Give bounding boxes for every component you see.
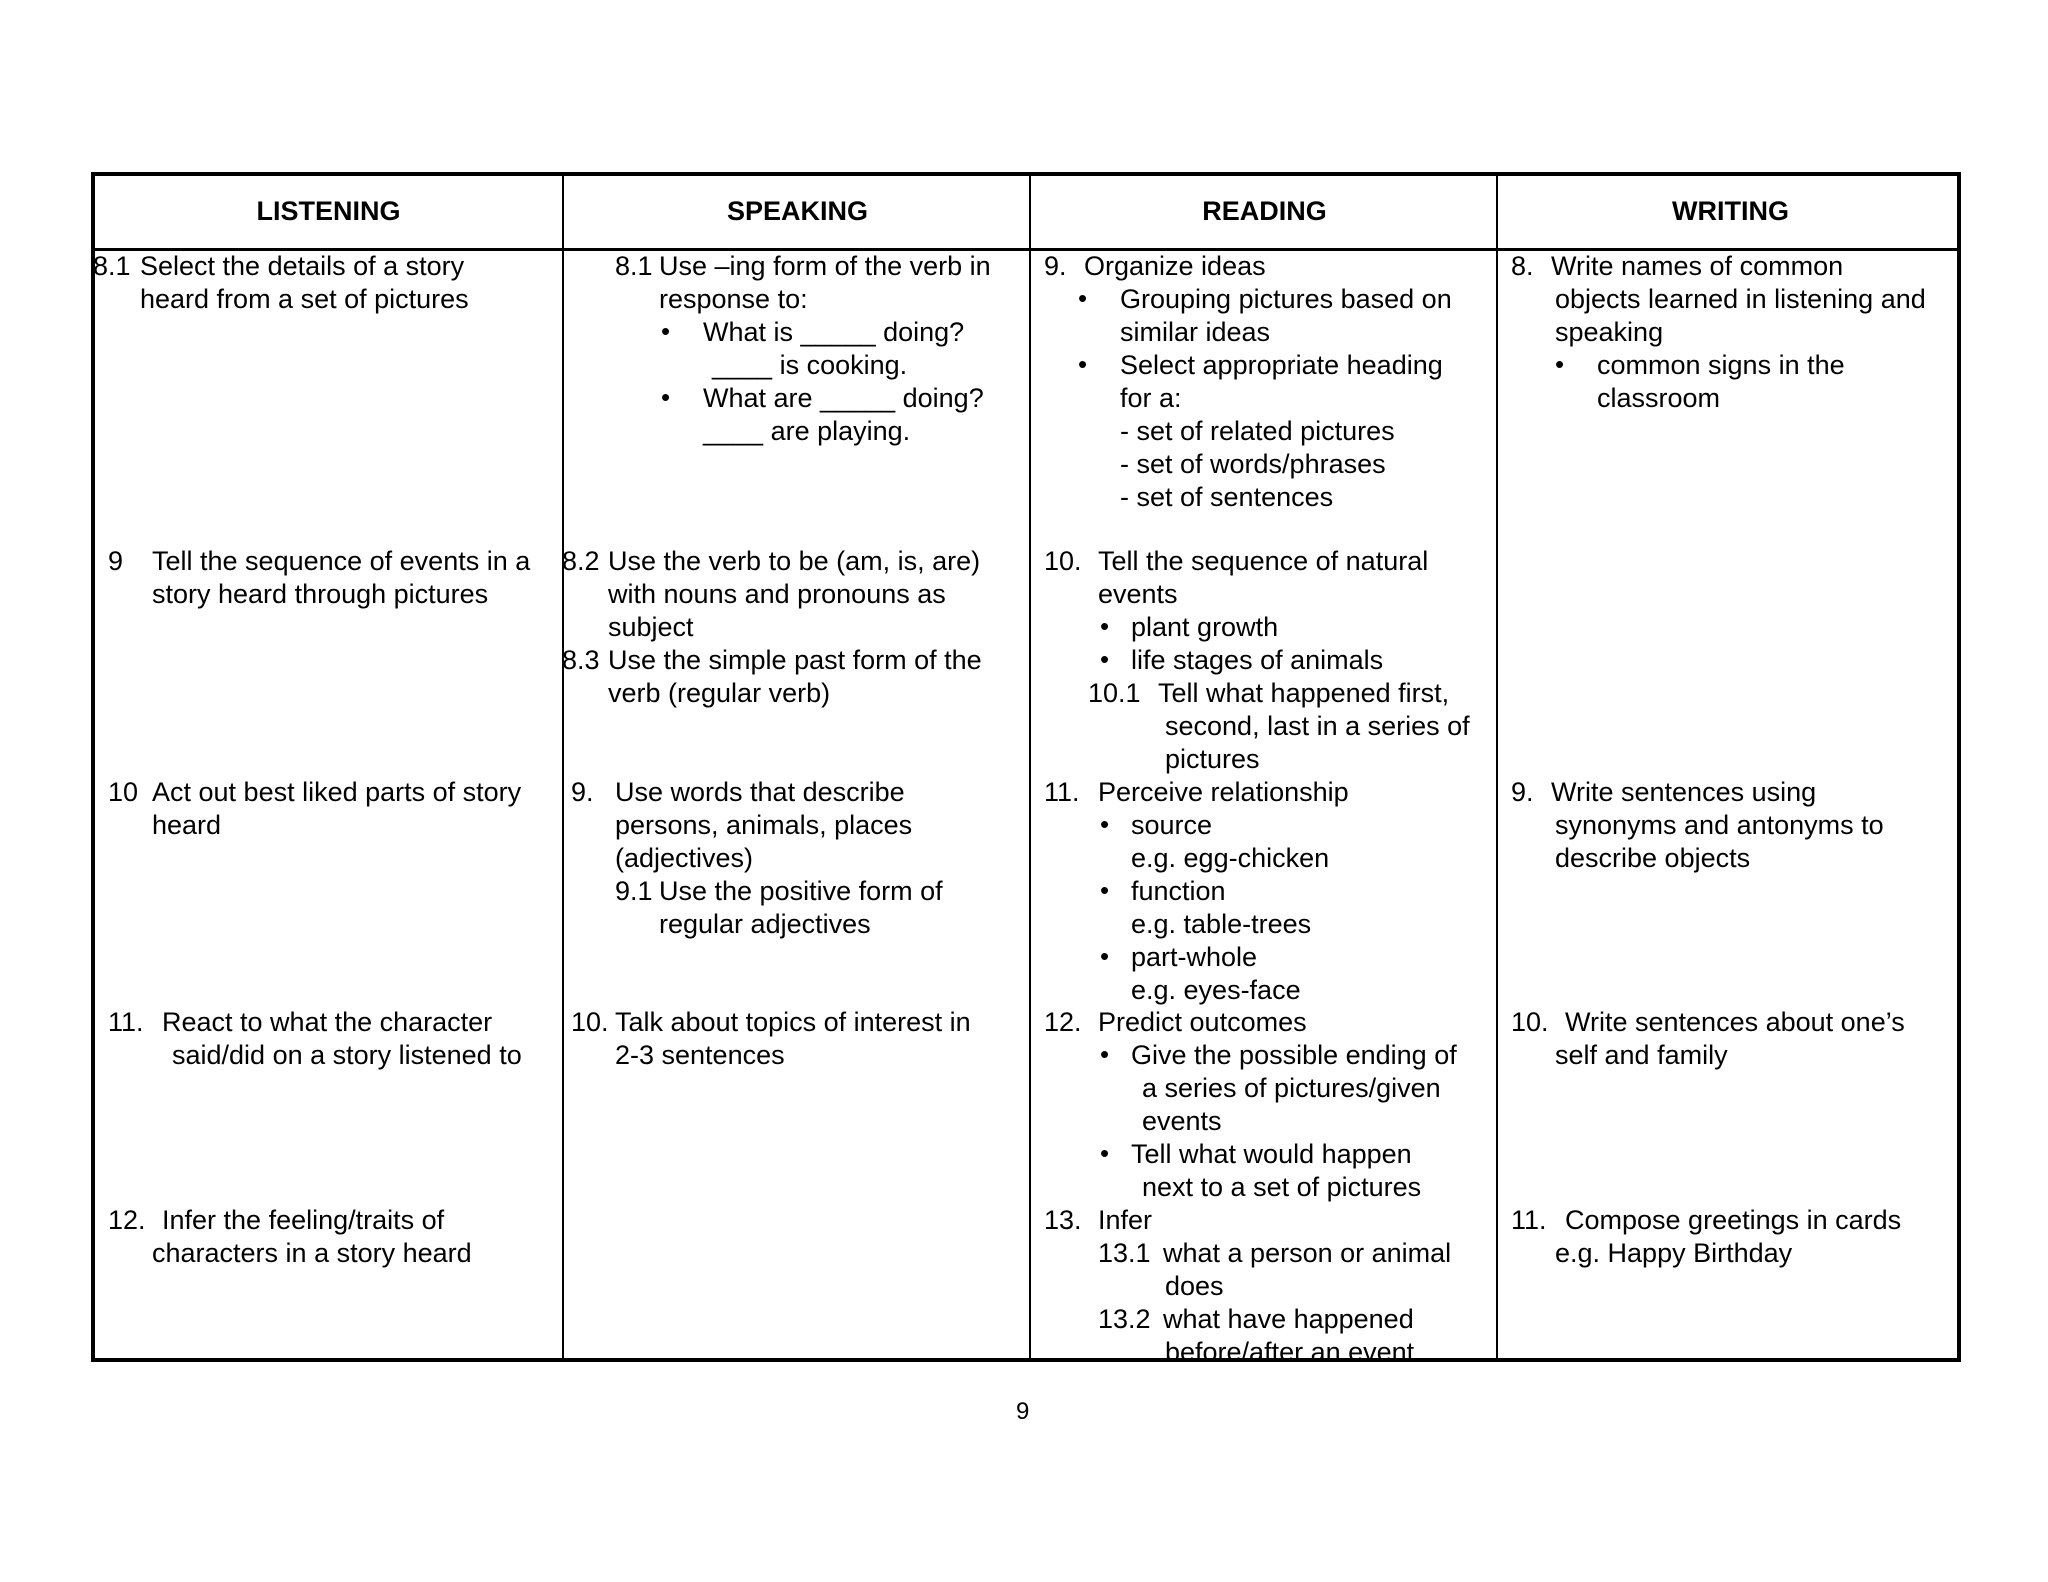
speaking-9-number: 9. [571,777,594,807]
speaking-10-line-1: Talk about topics of interest in [615,1007,971,1037]
speaking-8-1-number: 8.1 [615,251,653,281]
speaking-8-3-line-1: Use the simple past form of the [608,645,982,675]
speaking-8-1-bullet-1-line-2: ____ is cooking. [712,350,908,380]
writing-9-line-2: synonyms and antonyms to [1555,810,1884,840]
bullet-icon: • [1100,611,1110,641]
writing-10-line-2: self and family [1555,1040,1728,1070]
listening-10-line-1: Act out best liked parts of story [152,777,522,807]
writing-8-bullet-line-2: classroom [1597,383,1721,413]
speaking-8-1-bullet-2-line-2: ____ are playing. [703,416,911,446]
reading-10-1-line-3: pictures [1165,744,1260,774]
speaking-10-number: 10. [571,1007,609,1037]
writing-8-number: 8. [1511,251,1534,281]
reading-11-example-3: e.g. eyes-face [1131,975,1301,1005]
reading-13-number: 13. [1044,1205,1082,1235]
writing-8-line-2: objects learned in listening and [1555,284,1926,314]
reading-12-bullet-1-line-1: Give the possible ending of [1131,1040,1457,1070]
bullet-icon: • [661,316,671,346]
speaking-column [562,176,1031,1358]
listening-9-number: 9 [108,546,124,576]
reading-9-bullet-2-line-2: for a: [1120,383,1182,413]
reading-11-bullet-3: part-whole [1131,942,1258,972]
speaking-9-line-3: (adjectives) [615,843,754,873]
listening-8-1-line-1: Select the details of a story [140,251,465,281]
reading-10-number: 10. [1044,546,1082,576]
reading-10-1-line-2: second, last in a series of [1165,711,1470,741]
reading-12-title: Predict outcomes [1098,1007,1307,1037]
reading-12-bullet-1-line-3: events [1142,1106,1222,1136]
listening-12-line-1: Infer the feeling/traits of [162,1205,445,1235]
speaking-8-2-line-1: Use the verb to be (am, is, are) [608,546,981,576]
writing-11-line-2: e.g. Happy Birthday [1555,1238,1793,1268]
speaking-9-line-1: Use words that describe [615,777,905,807]
speaking-8-1-bullet-2-line-1: What are _____ doing? [703,383,984,413]
reading-12-number: 12. [1044,1007,1082,1037]
speaking-9-1-number: 9.1 [615,876,653,906]
reading-13-2-line-2: before/after an event [1165,1337,1415,1367]
listening-9-line-2: story heard through pictures [152,579,489,609]
reading-9-dash-2: - set of words/phrases [1120,449,1386,479]
reading-10-bullet-2: life stages of animals [1131,645,1384,675]
speaking-8-2-number: 8.2 [562,546,600,576]
reading-13-2-number: 13.2 [1098,1304,1151,1334]
listening-11-number: 11. [108,1007,144,1037]
listening-column [95,176,562,1358]
speaking-8-3-number: 8.3 [562,645,600,675]
reading-11-example-1: e.g. egg-chicken [1131,843,1330,873]
reading-13-1-number: 13.1 [1098,1238,1151,1268]
bullet-icon: • [1100,1138,1110,1168]
speaking-8-3-line-2: verb (regular verb) [608,678,831,708]
reading-11-bullet-1: source [1131,810,1213,840]
speaking-8-2-line-2: with nouns and pronouns as [608,579,946,609]
page-number: 9 [1016,1398,1030,1425]
reading-10-1-number: 10.1 [1088,678,1141,708]
reading-column [1029,176,1498,1367]
writing-9-number: 9. [1511,777,1534,807]
header-writing: WRITING [1672,196,1789,226]
reading-10-line-2: events [1098,579,1178,609]
reading-13-title: Infer [1098,1205,1153,1235]
speaking-9-1-line-2: regular adjectives [659,909,871,939]
reading-12-bullet-1-line-2: a series of pictures/given [1142,1073,1441,1103]
speaking-10-line-2: 2-3 sentences [615,1040,785,1070]
bullet-icon: • [1100,644,1110,674]
speaking-9-line-2: persons, animals, places [615,810,913,840]
listening-9-line-1: Tell the sequence of events in a [152,546,531,576]
bullet-icon: • [1100,875,1110,905]
header-listening: LISTENING [256,196,401,226]
reading-11-title: Perceive relationship [1098,777,1349,807]
reading-9-bullet-1-line-1: Grouping pictures based on [1120,284,1452,314]
writing-9-line-1: Write sentences using [1551,777,1817,807]
bullet-icon: • [1078,349,1088,379]
listening-8-1-line-2: heard from a set of pictures [140,284,469,314]
speaking-8-1-line-2: response to: [659,284,808,314]
writing-8-line-3: speaking [1555,317,1664,347]
listening-11-line-2: said/did on a story listened to [172,1040,522,1070]
writing-10-number: 10. [1511,1007,1549,1037]
reading-10-bullet-1: plant growth [1131,612,1279,642]
reading-9-number: 9. [1044,251,1067,281]
reading-9-title: Organize ideas [1084,251,1266,281]
listening-10-line-2: heard [152,810,222,840]
listening-12-number: 12. [108,1205,146,1235]
reading-11-bullet-2: function [1131,876,1226,906]
bullet-icon: • [1100,809,1110,839]
reading-9-bullet-2-line-1: Select appropriate heading [1120,350,1443,380]
reading-11-number: 11. [1044,777,1080,807]
bullet-icon: • [1078,283,1088,313]
listening-8-1-number: 8.1 [93,251,131,281]
reading-11-example-2: e.g. table-trees [1131,909,1312,939]
reading-12-bullet-2-line-2: next to a set of pictures [1142,1172,1422,1202]
listening-10-number: 10 [108,777,139,807]
listening-12-line-2: characters in a story heard [152,1238,472,1268]
writing-9-line-3: describe objects [1555,843,1751,873]
competency-table [91,172,1961,1367]
bullet-icon: • [1100,941,1110,971]
header-reading: READING [1202,196,1327,226]
bullet-icon: • [661,382,671,412]
reading-10-1-line-1: Tell what happened first, [1158,678,1450,708]
reading-9-dash-1: - set of related pictures [1120,416,1395,446]
writing-10-line-1: Write sentences about one’s [1565,1007,1905,1037]
reading-12-bullet-2-line-1: Tell what would happen [1131,1139,1412,1169]
reading-13-2-line-1: what have happened [1163,1304,1414,1334]
header-speaking: SPEAKING [726,196,869,226]
writing-11-line-1: Compose greetings in cards [1565,1205,1902,1235]
reading-13-1-line-1: what a person or animal [1163,1238,1452,1268]
bullet-icon: • [1100,1039,1110,1069]
writing-11-number: 11. [1511,1205,1547,1235]
bullet-icon: • [1555,349,1565,379]
reading-13-1-line-2: does [1165,1271,1224,1301]
reading-9-dash-3: - set of sentences [1120,482,1334,512]
speaking-8-1-bullet-1-line-1: What is _____ doing? [703,317,965,347]
speaking-9-1-line-1: Use the positive form of [659,876,943,906]
reading-9-bullet-1-line-2: similar ideas [1120,317,1271,347]
writing-8-bullet-line-1: common signs in the [1597,350,1845,380]
writing-8-line-1: Write names of common [1551,251,1844,281]
speaking-8-1-line-1: Use –ing form of the verb in [659,251,991,281]
reading-10-line-1: Tell the sequence of natural [1098,546,1429,576]
speaking-8-2-line-3: subject [608,612,694,642]
listening-11-line-1: React to what the character [162,1007,493,1037]
writing-column [1496,176,1963,1358]
